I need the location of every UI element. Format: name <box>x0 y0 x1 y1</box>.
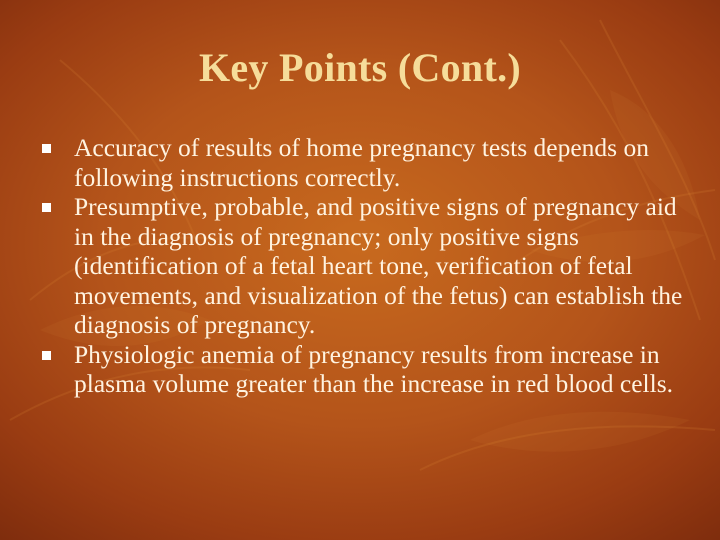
bullet-text: Presumptive, probable, and positive signs of pregnancy aid in the diagnosis of pregnancy; only positive signs (identification of a fetal heart tone, verification of fetal movements, and visualization of the fetus) can establish the diagnosis of pregnancy. <box>74 192 683 339</box>
bullet-item <box>42 192 702 340</box>
square-bullet-icon <box>42 351 51 360</box>
bullet-item <box>42 340 702 399</box>
bullet-list <box>42 133 702 399</box>
bullet-text: Physiologic anemia of pregnancy results from increase in plasma volume greater than the increase in red blood cells. <box>74 339 674 398</box>
slide-title: Key Points (Cont.) <box>198 45 522 90</box>
square-bullet-icon <box>42 203 51 212</box>
square-bullet-icon <box>42 144 51 153</box>
bullet-text: Accuracy of results of home pregnancy tests depends on following instructions correctly. <box>74 133 649 192</box>
bullet-item <box>42 133 702 192</box>
